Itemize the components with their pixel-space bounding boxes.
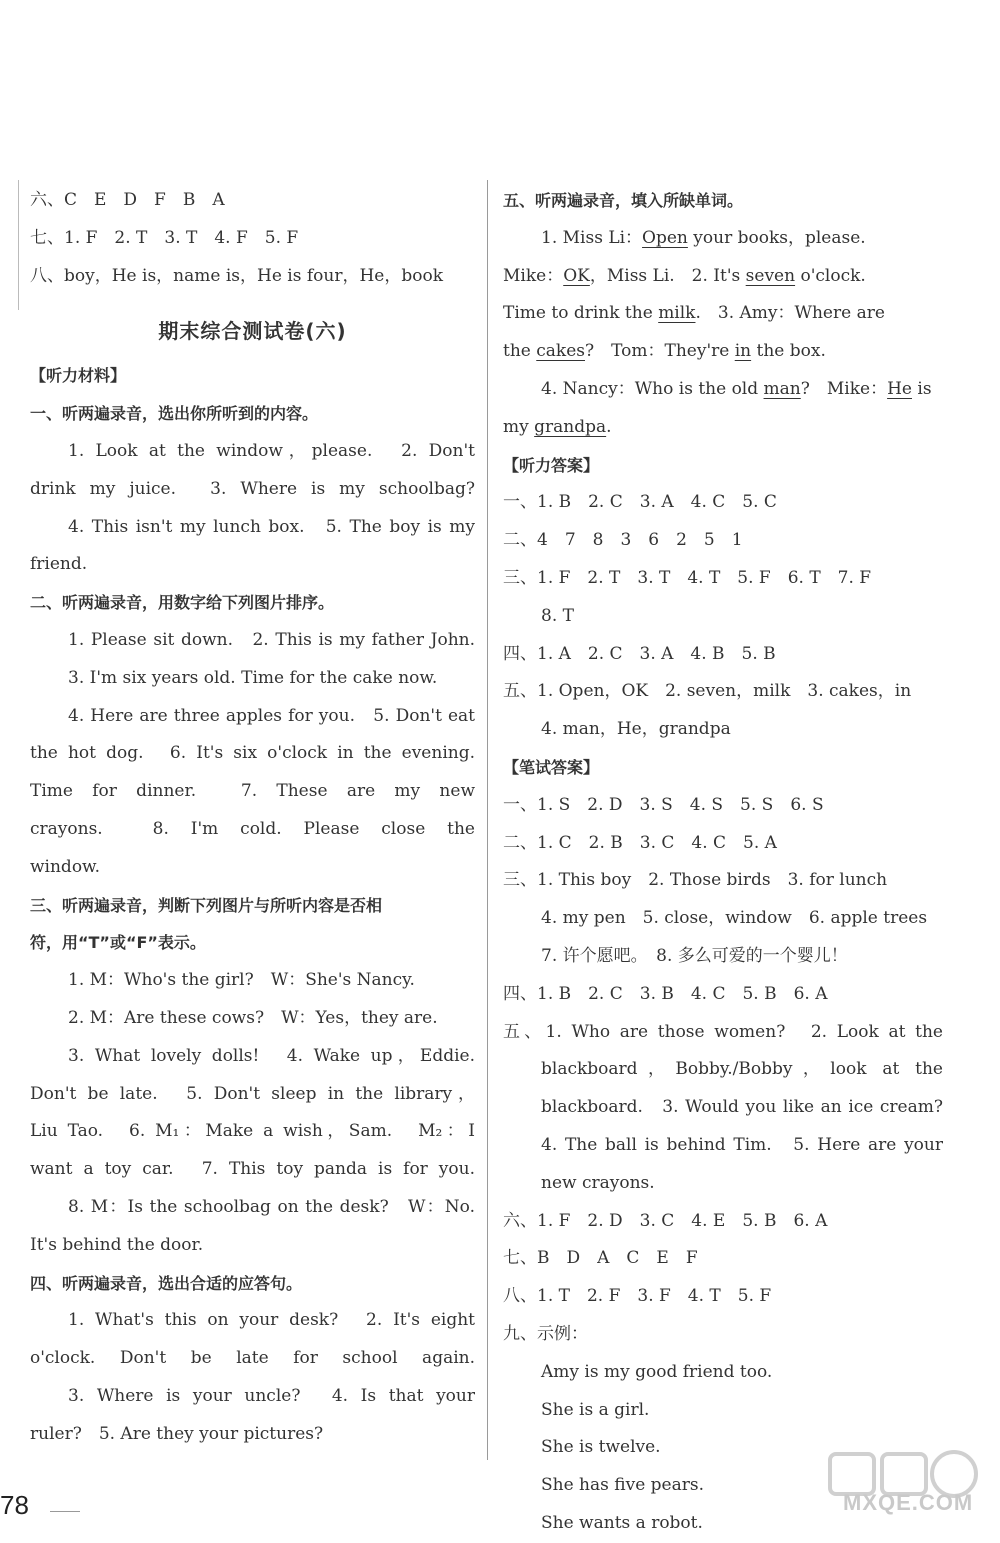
fill-in-line [503, 371, 943, 409]
text-fragment: ，Miss Li. 2. It's [589, 265, 746, 286]
answer-line: 三、1. This boy 2. Those birds 3. for lunch [503, 870, 888, 891]
fill-in-line [503, 220, 943, 258]
example-sentence: Amy is my good friend too. [541, 1361, 773, 1382]
answer-line: 7. 许个愿吧。 8. 多么可爱的一个婴儿！ [541, 945, 848, 966]
filled-word: OK [563, 265, 590, 286]
answer-line: 九、示例： [503, 1323, 588, 1344]
fill-in-line [503, 258, 943, 296]
text-line: 1. M：Who's the girl? W：She's Nancy. [68, 970, 415, 991]
filled-word: He [887, 378, 912, 399]
answer-line: 四、1. A 2. C 3. A 4. B 5. B [503, 643, 776, 664]
answer-line: 五、1. Who are those women? 2. Look at the [503, 1021, 943, 1042]
filled-word: grandpa [534, 416, 607, 437]
text-fragment: o'clock. [795, 265, 866, 286]
listening-answers-heading: 【听力答案】 [503, 455, 600, 475]
question-heading: 三、听两遍录音，判断下列图片与所听内容是否相 [30, 895, 383, 915]
text-fragment: your books，please. [687, 227, 866, 248]
text-fragment: the box. [751, 341, 826, 362]
answer-line: 六、1. F 2. D 3. C 4. E 5. B 6. A [503, 1210, 828, 1231]
answer-line: blackboard，Bobby./Bobby，look at the [541, 1059, 943, 1080]
filled-word: man [763, 378, 801, 399]
question-heading: 四、听两遍录音，选出合适的应答句。 [30, 1273, 303, 1293]
text-line: the hot dog. 6. It's six o'clock in the evening. [30, 743, 475, 764]
answer-line: 五、1. Open，OK 2. seven，milk 3. cakes，in [503, 681, 912, 702]
text-line: 4. This isn't my lunch box. 5. The boy is my [68, 516, 475, 537]
text-line: Time for dinner. 7. These are my new [30, 781, 475, 802]
answer-line: 4. The ball is behind Tim. 5. Here are your [541, 1134, 943, 1155]
answer-line: 8. T [541, 605, 574, 626]
example-sentence: She is a girl. [541, 1399, 650, 1420]
filled-word: milk [658, 303, 696, 324]
text-line: drink my juice. 3. Where is my schoolbag? [30, 478, 475, 499]
answer-line: 四、1. B 2. C 3. B 4. C 5. B 6. A [503, 983, 828, 1004]
column-divider [487, 180, 488, 1460]
text-line: ruler? 5. Are they your pictures? [30, 1423, 324, 1444]
text-line: 3. Where is your uncle? 4. Is that your [68, 1385, 475, 1406]
text-fragment: the [503, 341, 537, 362]
answer-line: 七、1. F 2. T 3. T 4. F 5. F [30, 227, 299, 248]
answer-line: 八、1. T 2. F 3. F 4. T 5. F [503, 1286, 772, 1307]
text-line: Don't be late. 5. Don't sleep in the library， [30, 1083, 475, 1104]
text-line: window. [30, 856, 100, 877]
fill-in-line [503, 295, 943, 333]
filled-word: in [734, 341, 752, 362]
text-line: 1. What's this on your desk? 2. It's eight [68, 1310, 475, 1331]
answer-line: 六、C E D F B A [30, 190, 225, 210]
answer-line: 一、1. S 2. D 3. S 4. S 5. S 6. S [503, 794, 824, 815]
text-line: 1. Please sit down. 2. This is my father John. [68, 629, 475, 650]
text-line: friend. [30, 554, 88, 575]
answer-line: 二、4 7 8 3 6 2 5 1 [503, 530, 743, 551]
left-margin-rule [18, 180, 19, 310]
right-column [503, 182, 943, 1543]
answer-line: 二、1. C 2. B 3. C 4. C 5. A [503, 832, 777, 853]
page-number-rule [50, 1511, 80, 1512]
text-fragment: is [911, 378, 932, 399]
answer-line: 八、boy，He is，name is，He is four，He，book [30, 265, 443, 286]
question-heading: 二、听两遍录音，用数字给下列图片排序。 [30, 593, 335, 613]
text-line: 8. M：Is the schoolbag on the desk? W：No. [68, 1196, 475, 1217]
answer-line: 三、1. F 2. T 3. T 4. T 5. F 6. T 7. F [503, 567, 872, 588]
answer-line: 七、B D A C E F [503, 1248, 698, 1269]
text-line: 4. Here are three apples for you. 5. Don't eat [68, 705, 475, 726]
text-line: crayons. 8. I'm cold. Please close the [30, 818, 475, 839]
text-fragment: my [503, 416, 535, 437]
example-sentence: She is twelve. [541, 1437, 661, 1458]
left-column [30, 182, 475, 1454]
question-heading: 五、听两遍录音，填入所缺单词。 [503, 191, 744, 210]
listening-material-heading: 【听力材料】 [30, 366, 127, 386]
text-fragment: 4. Nancy：Who is the old [541, 378, 764, 399]
written-answers-heading: 【笔试答案】 [503, 757, 600, 777]
text-fragment: Time to drink the [503, 303, 659, 324]
question-heading: 符，用“T”或“F”表示。 [30, 933, 206, 953]
text-fragment: 1. Miss Li： [541, 227, 643, 248]
text-line: 3. I'm six years old. Time for the cake now. [68, 667, 438, 688]
filled-word: cakes [536, 341, 585, 362]
text-line: Liu Tao. 6. M₁：Make a wish，Sam. M₂：I [30, 1121, 475, 1142]
text-fragment: . [606, 416, 612, 437]
text-fragment: Mike： [503, 265, 564, 286]
filled-word: Open [642, 227, 688, 248]
text-line: want a toy car. 7. This toy panda is for you. [30, 1159, 475, 1180]
text-fragment: ? Mike： [800, 378, 888, 399]
filled-word: seven [745, 265, 796, 286]
text-line: o'clock. Don't be late for school again. [30, 1348, 475, 1369]
fill-in-line [503, 333, 943, 371]
text-fragment: . 3. Amy：Where are [695, 303, 885, 324]
answer-line: 4. my pen 5. close，window 6. apple trees [541, 908, 928, 929]
answer-line: blackboard. 3. Would you like an ice cream? [541, 1097, 943, 1118]
example-sentence: She has five pears. [541, 1475, 705, 1496]
text-line: 1. Look at the window，please. 2. Don't [68, 440, 475, 461]
answer-line: new crayons. [541, 1172, 655, 1193]
section-title: 期末综合测试卷(六) [158, 319, 347, 344]
page-number: 78 [0, 1490, 29, 1520]
text-line: 2. M：Are these cows? W：Yes，they are. [68, 1007, 438, 1028]
answer-line: 一、1. B 2. C 3. A 4. C 5. C [503, 492, 777, 513]
fill-in-line [503, 409, 943, 447]
example-sentence: She wants a robot. [541, 1512, 703, 1533]
text-line: It's behind the door. [30, 1234, 204, 1255]
answer-line: 4. man，He，grandpa [541, 719, 731, 740]
watermark-text: MXQE.COM [843, 1490, 974, 1515]
text-fragment: ? Tom：They're [585, 341, 735, 362]
question-heading: 一、听两遍录音，选出你所听到的内容。 [30, 404, 319, 424]
text-line: 3. What lovely dolls! 4. Wake up，Eddie. [68, 1045, 475, 1066]
